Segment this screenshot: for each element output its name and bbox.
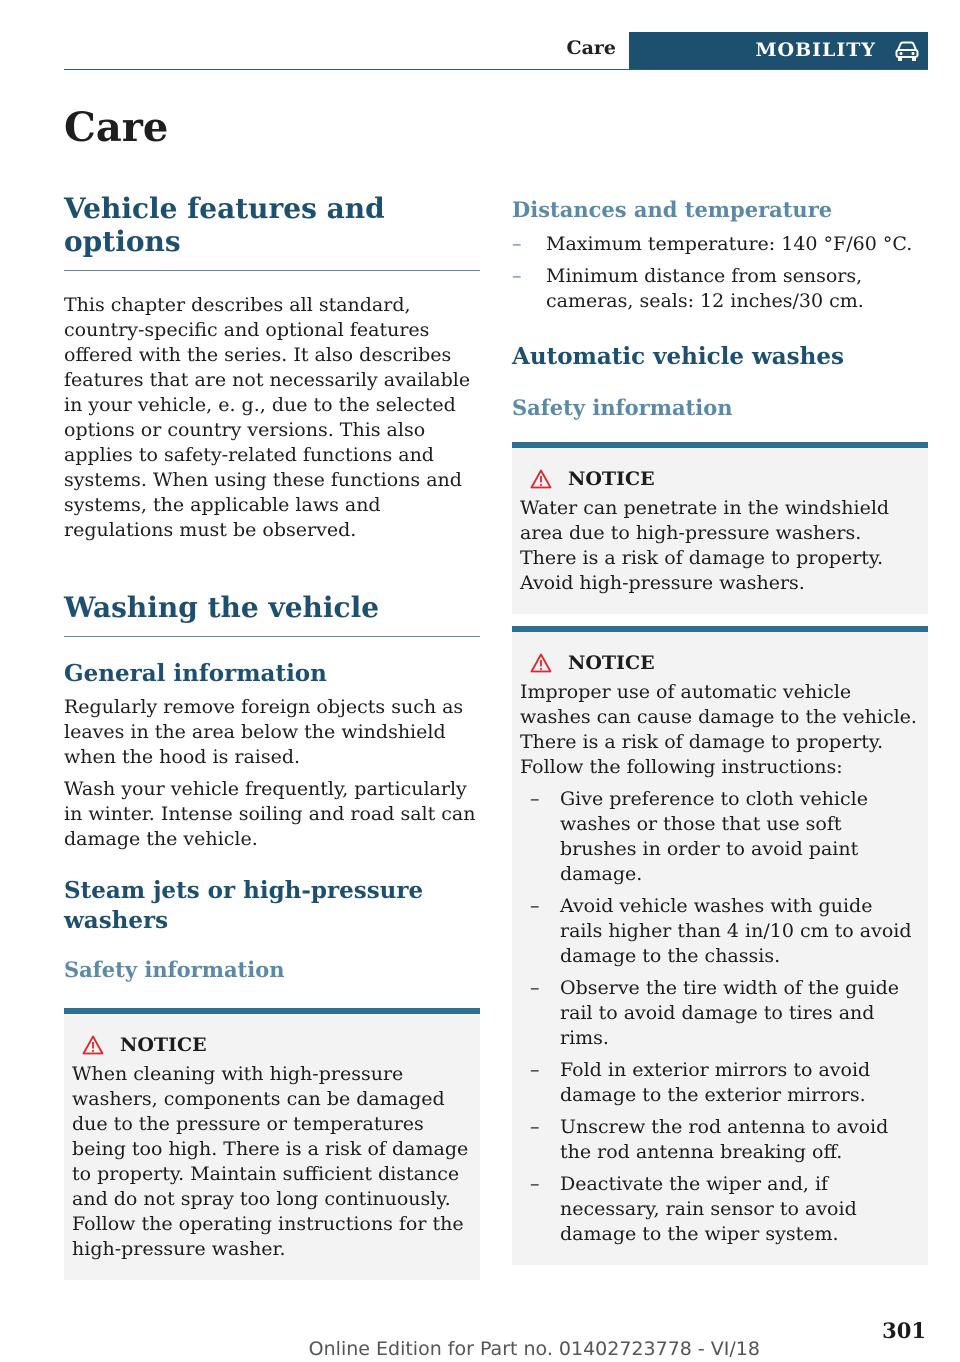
list-item: – Observe the tire width of the guide rail to avoid damage to tires and rims.	[520, 976, 920, 1051]
header-section-title: Care	[566, 37, 616, 59]
car-icon	[894, 39, 920, 63]
notice-text: Improper use of automatic vehicle washes can cause damage to the vehicle. There is a risk of damage to property. Follow the following instructions:	[520, 681, 917, 778]
left-column	[64, 192, 480, 1280]
page-header	[64, 32, 928, 70]
heading-automatic-washes: Automatic vehicle washes	[512, 343, 844, 370]
paragraph-features: This chapter describes all standard, country-specific and optional features offered with the series. It also describes features that are not necessarily available in your vehicle, e. g., due to the selected options or country versions. This also applies to safety-related functions and systems. When using these functions and systems, the applicable laws and regulations must be observed.	[64, 294, 471, 541]
notice-box	[64, 1008, 480, 1280]
header-rule	[64, 69, 928, 71]
page-number: 301	[882, 1318, 926, 1343]
list-item: – Avoid vehicle washes with guide rails higher than 4 in/10 cm to avoid damage to the chassis.	[520, 894, 920, 969]
chapter-title: MOBILITY	[755, 39, 876, 61]
heading-vehicle-features: Vehicle features and options	[64, 192, 480, 271]
heading-safety-information-2: Safety information	[512, 395, 733, 420]
list-item: – Give preference to cloth vehicle washes or those that use soft brushes in order to avoid paint damage.	[520, 787, 920, 887]
page-title: Care	[64, 104, 169, 151]
warning-icon	[530, 469, 552, 489]
notice-text: Water can penetrate in the windshield area due to high-pressure washers. There is a risk of damage to property. Avoid high-pressure washers.	[520, 497, 890, 594]
warning-icon	[82, 1035, 104, 1055]
warning-icon	[530, 653, 552, 673]
distances-list	[512, 232, 928, 314]
notice-header	[520, 468, 920, 490]
heading-distances-temperature: Distances and temperature	[512, 197, 833, 222]
edition-text: Online Edition for Part no. 01402723778 - VI/18	[308, 1338, 760, 1360]
notice-header	[72, 1034, 472, 1056]
paragraph-general-1: Regularly remove foreign objects such as leaves in the area below the windshield when the hood is raised.	[64, 696, 464, 768]
list-item: – Deactivate the wiper and, if necessary, rain sensor to avoid damage to the wiper system.	[520, 1172, 920, 1247]
notice-label: NOTICE	[568, 468, 655, 490]
heading-washing-vehicle: Washing the vehicle	[64, 591, 480, 637]
wash-instructions-list	[520, 787, 920, 1247]
list-item: – Unscrew the rod antenna to avoid the rod antenna breaking off.	[520, 1115, 920, 1165]
notice-label: NOTICE	[120, 1034, 207, 1056]
right-column	[512, 192, 928, 1265]
notice-box-1	[512, 442, 928, 614]
heading-steam-jets: Steam jets or high-pressure washers	[64, 877, 424, 934]
list-item: – Maximum temperature: 140 °F/60 °C.	[512, 232, 928, 257]
heading-safety-information: Safety information	[64, 957, 285, 982]
notice-header	[520, 652, 920, 674]
notice-box-2	[512, 626, 928, 1265]
chapter-tab	[629, 32, 928, 70]
list-item: – Minimum distance from sensors, cameras, seals: 12 inches/30 cm.	[512, 264, 928, 314]
notice-text: When cleaning with high-pressure washers, components can be damaged due to the pressure or temperatures being too high. There is a risk of damage to property. Maintain sufficient distance and do not spray too long continuously. Follow the operating instructions for the high-pressure washer.	[72, 1063, 469, 1260]
notice-label: NOTICE	[568, 652, 655, 674]
paragraph-general-2: Wash your vehicle frequently, particularly in winter. Intense soiling and road salt can damage the vehicle.	[64, 778, 476, 850]
heading-general-information: General information	[64, 660, 327, 687]
page-footer	[0, 1318, 960, 1362]
list-item: – Fold in exterior mirrors to avoid damage to the exterior mirrors.	[520, 1058, 920, 1108]
